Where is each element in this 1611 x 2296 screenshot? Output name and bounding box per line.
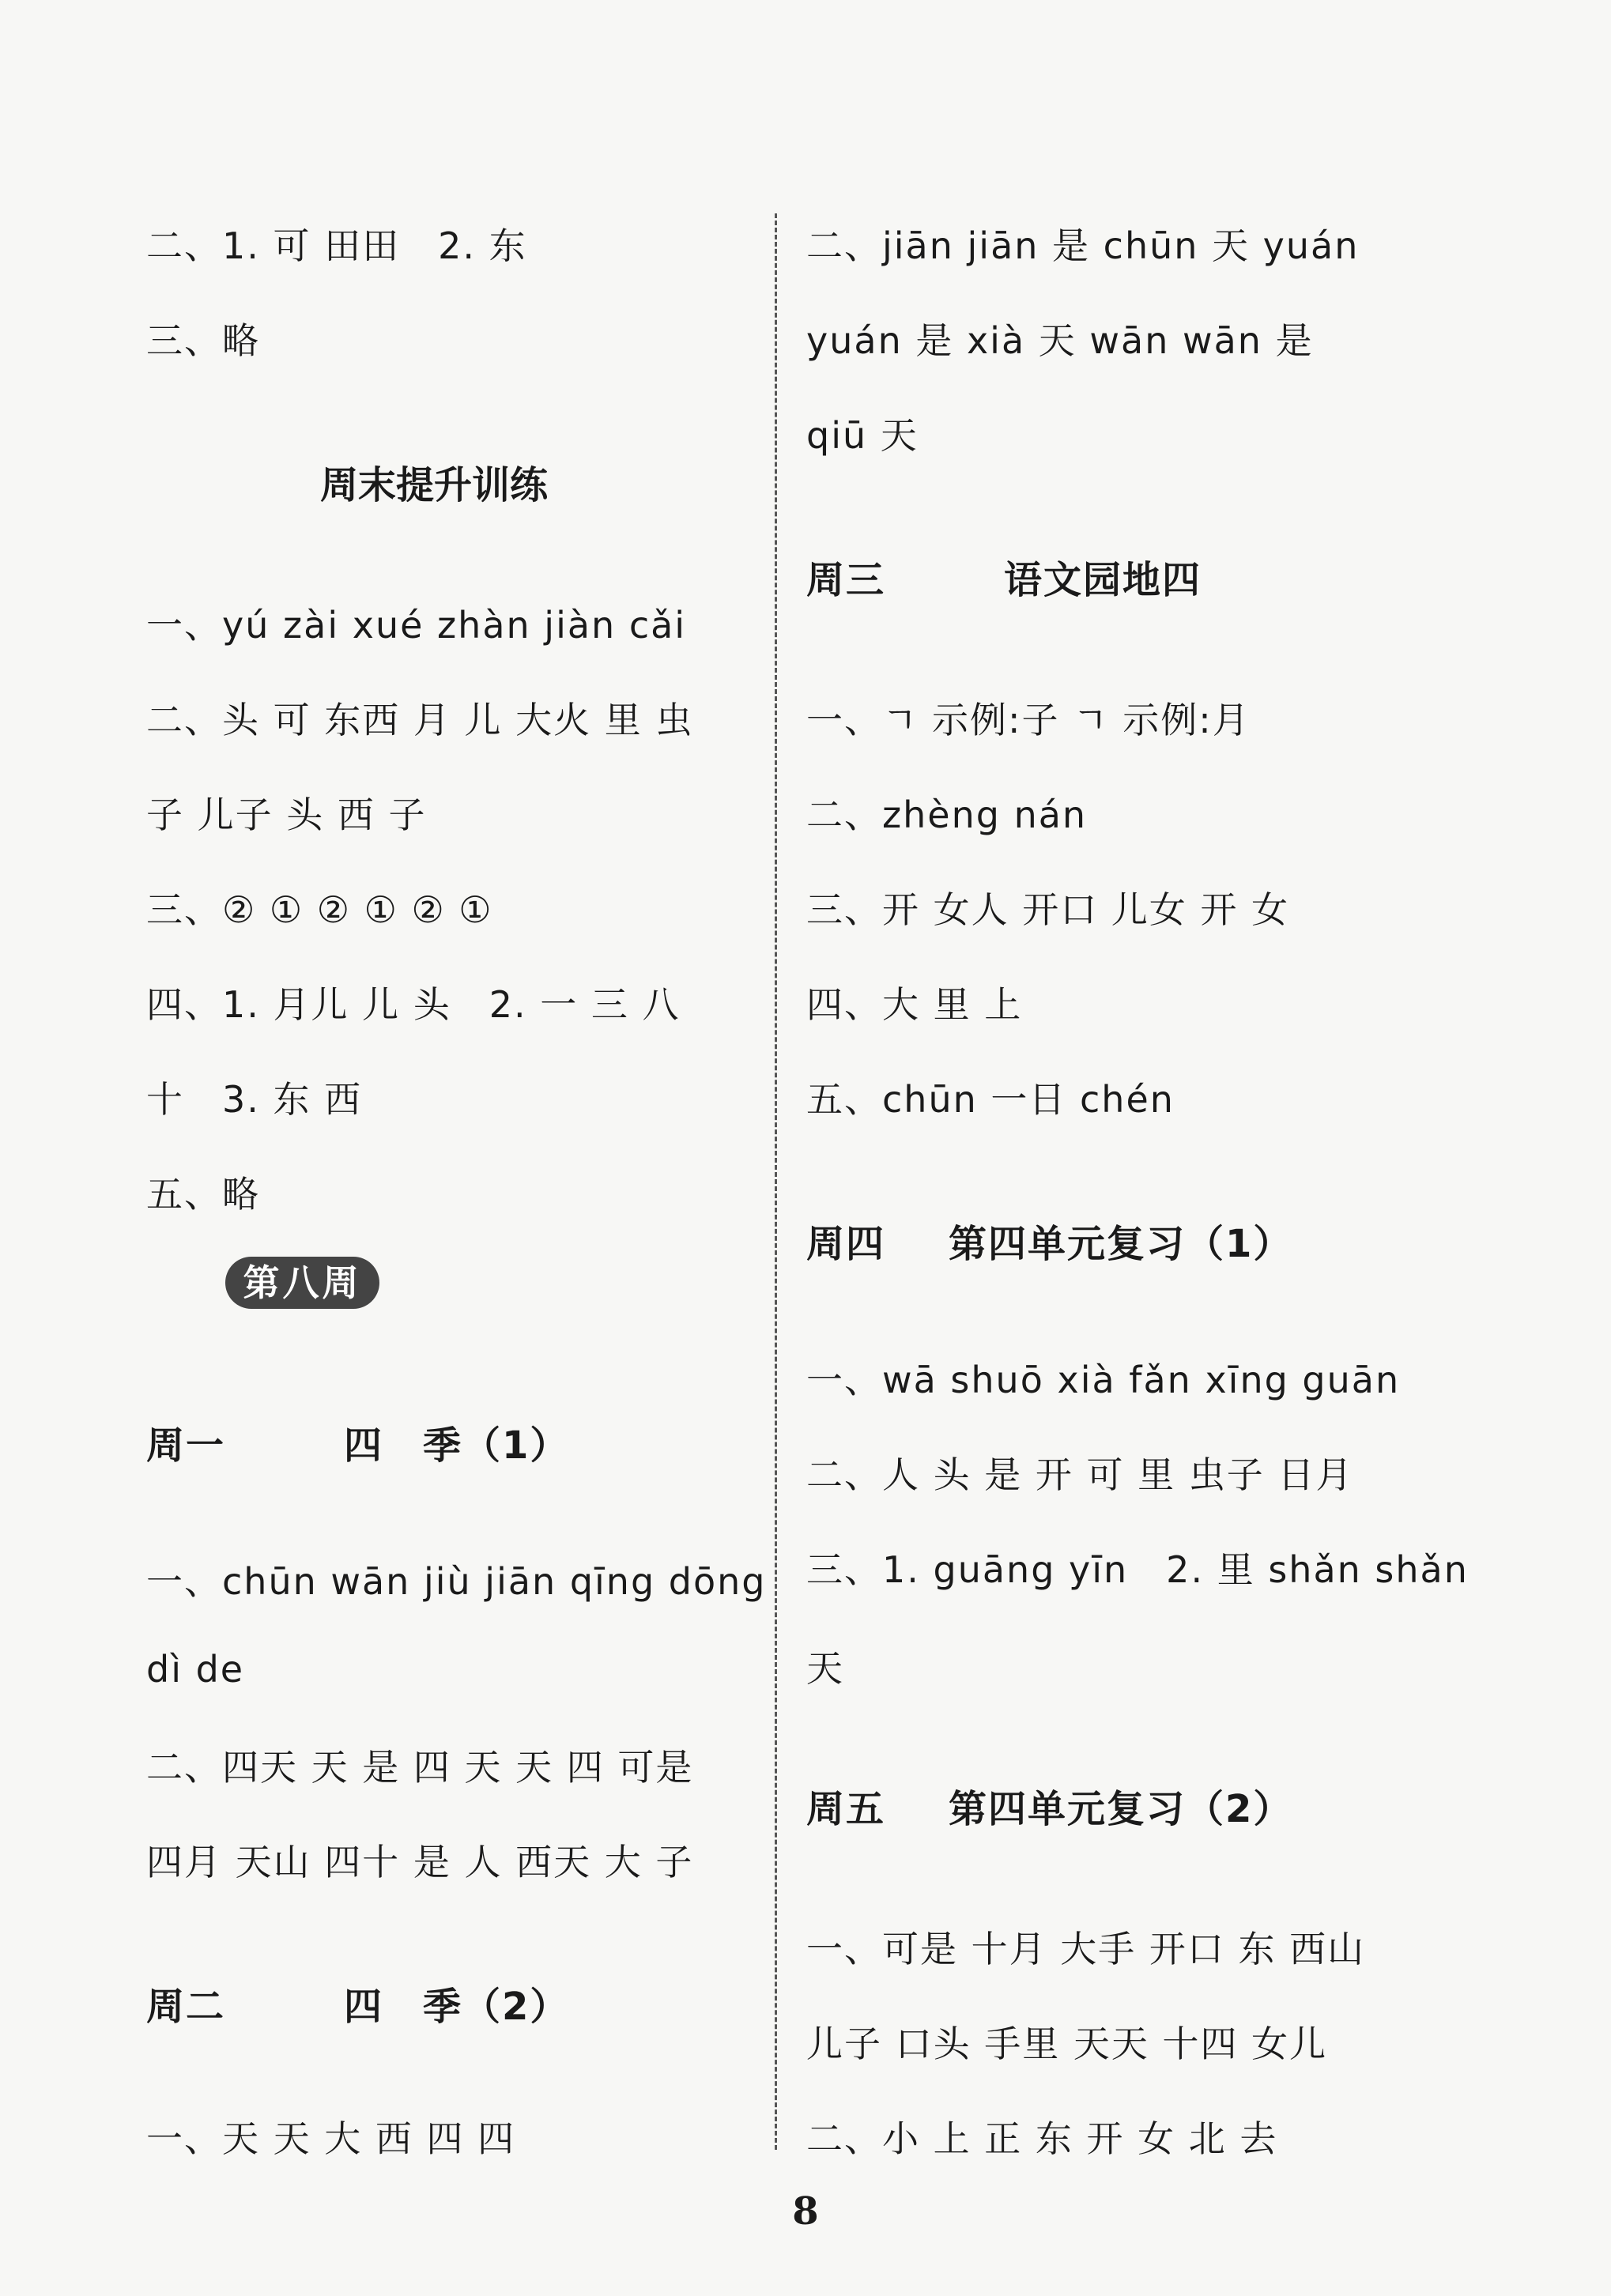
answer-line: 四月 天山 四十 是 人 西天 大 子 <box>146 1841 694 1883</box>
page-number: 8 <box>792 2189 819 2234</box>
section-title: 周末提升训练 <box>320 463 549 507</box>
answer-line: 二、1. 可 田田 2. 东 <box>146 224 527 267</box>
answer-line: 四、大 里 上 <box>806 983 1023 1026</box>
answer-line: 子 儿子 头 西 子 <box>146 794 427 836</box>
answer-line: 二、jiān jiān 是 chūn 天 yuán <box>806 224 1360 267</box>
answer-line: 儿子 口头 手里 天天 十四 女儿 <box>806 2023 1328 2065</box>
answer-line: 二、人 头 是 开 可 里 虫子 日月 <box>806 1453 1354 1496</box>
answer-line: dì de <box>146 1648 245 1691</box>
answer-line: 一、yú zài xué zhàn jiàn cǎi <box>146 604 687 647</box>
day-label: 周一 <box>146 1423 226 1468</box>
answer-line: 五、略 <box>146 1173 260 1216</box>
day-label: 周四 <box>806 1222 886 1266</box>
answer-line: 一、可是 十月 大手 开口 东 西山 <box>806 1928 1366 1970</box>
answer-line: 一、ㄱ 示例:子 ㄱ 示例:月 <box>806 699 1251 741</box>
answer-line: 五、chūn 一日 chén <box>806 1078 1175 1121</box>
answer-line: 三、② ① ② ① ② ① <box>146 888 493 931</box>
lesson-title: 第四单元复习（2） <box>949 1787 1293 1831</box>
day-label: 周二 <box>146 1985 226 2029</box>
day-label: 周三 <box>806 558 886 602</box>
answer-line: 二、头 可 东西 月 儿 大火 里 虫 <box>146 699 694 741</box>
answer-line: 三、1. guāng yīn 2. 里 shǎn shǎn <box>806 1548 1469 1591</box>
answer-line: 二、zhèng nán <box>806 794 1088 836</box>
day-heading-thursday <box>806 1213 1292 1268</box>
lesson-title: 语文园地四 <box>1004 558 1202 602</box>
answer-line: yuán 是 xià 天 wān wān 是 <box>806 319 1314 362</box>
answer-line: 一、wā shuō xià fǎn xīng guān <box>806 1359 1401 1401</box>
answer-line: 三、略 <box>146 319 260 362</box>
answer-line: qiū 天 <box>806 414 919 457</box>
day-label: 周五 <box>806 1787 886 1831</box>
answer-line: 四、1. 月儿 儿 头 2. 一 三 八 <box>146 983 681 1026</box>
column-divider <box>775 213 777 2150</box>
answer-line: 天 <box>806 1647 844 1690</box>
lesson-title: 第四单元复习（1） <box>949 1222 1293 1266</box>
day-heading-monday <box>146 1415 569 1469</box>
day-heading-friday <box>806 1778 1292 1833</box>
lesson-title: 四 季（2） <box>344 1985 570 2029</box>
answer-line: 十 3. 东 西 <box>146 1078 363 1121</box>
day-heading-tuesday <box>146 1976 569 2030</box>
answer-line: 二、小 上 正 东 开 女 北 去 <box>806 2117 1278 2160</box>
day-heading-wednesday <box>806 549 1202 604</box>
lesson-title: 四 季（1） <box>344 1423 570 1468</box>
answer-line: 一、天 天 大 西 四 四 <box>146 2117 516 2160</box>
answer-line: 三、开 女人 开口 儿女 开 女 <box>806 888 1290 931</box>
answer-line: 二、四天 天 是 四 天 天 四 可是 <box>146 1746 694 1789</box>
answer-line: 一、chūn wān jiù jiān qīng dōng <box>146 1560 767 1603</box>
week-badge: 第八周 <box>225 1257 379 1309</box>
